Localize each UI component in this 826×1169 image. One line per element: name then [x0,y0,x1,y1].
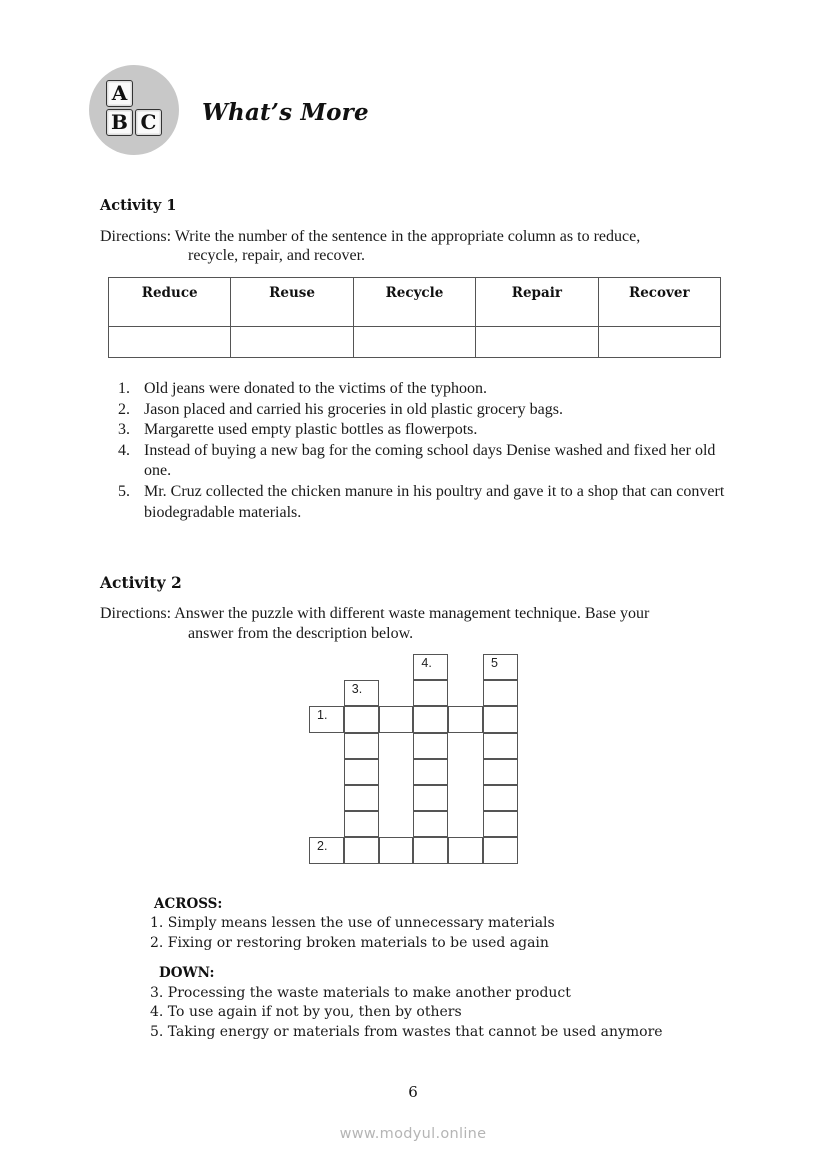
crossword-cell[interactable] [344,733,379,759]
across-clue-2: 2. Fixing or restoring broken materials to be used again [150,935,549,951]
crossword-clue-number: 1. [317,708,328,723]
list-item-number: 1. [118,380,130,397]
down-clue-5: 5. Taking energy or materials from wastes that cannot be used anymore [150,1024,663,1040]
crossword-cell[interactable] [483,811,518,837]
crossword-cell[interactable] [483,654,518,680]
abc-blocks-icon [89,65,179,155]
list-item [118,441,738,482]
page-number: 6 [408,1083,418,1101]
list-item-text: Old jeans were donated to the victims of the typhoon. [144,380,488,397]
across-clue-1: 1. Simply means lessen the use of unnecessary materials [150,915,555,931]
crossword-grid [309,654,518,864]
crossword-cell[interactable] [413,837,448,863]
crossword-clue-number: 3. [351,682,363,697]
list-item-text: Mr. Cruz collected the chicken manure in his poultry and gave it to a shop that can convert biodegradable materials. [144,482,725,521]
across-heading: ACROSS: [154,896,223,912]
down-clue-3: 3. Processing the waste materials to make another product [150,985,571,1001]
crossword-clue-number: 5 [491,656,498,670]
crossword-cell[interactable] [309,837,344,863]
column-repair: Repair [476,278,598,327]
column-reuse: Reuse [231,278,353,327]
crossword-cell[interactable] [309,706,344,732]
list-item-number: 5. [118,482,130,500]
column-recover: Recover [598,278,720,327]
list-item-number: 2. [118,400,130,418]
crossword-cell[interactable] [344,837,379,863]
crossword-cell[interactable] [344,811,379,837]
activity2-directions-line2: answer from the description below. [188,625,414,642]
block-c-icon: C [135,109,162,136]
block-b-icon: B [106,109,133,136]
crossword-cell[interactable] [413,706,448,732]
list-item [118,420,738,441]
activity2-directions-line1: Directions: Answer the puzzle with different waste management technique. Base your [100,605,650,622]
crossword-cell[interactable] [379,706,414,732]
list-item-text: Instead of buying a new bag for the coming school days Denise washed and fixed her old one. [144,441,716,480]
crossword-cell[interactable] [413,733,448,759]
list-item-number: 4. [118,441,130,459]
activity1-heading: Activity 1 [100,197,177,214]
crossword-cell[interactable] [483,706,518,732]
list-item-number: 3. [118,421,130,439]
list-item-text: Margarette used empty plastic bottles as flowerpots. [144,421,478,439]
list-item [118,379,738,400]
answer-cell-repair[interactable] [476,327,598,358]
crossword-cell[interactable] [413,654,448,680]
activity1-directions-line1: Directions: Write the number of the sentence in the appropriate column as to reduce, [100,228,641,245]
answer-cell-reduce[interactable] [109,327,231,358]
crossword-cell[interactable] [448,706,483,732]
down-clue-4: 4. To use again if not by you, then by others [150,1004,462,1020]
answer-table-header [109,278,721,327]
down-heading: DOWN: [159,965,215,981]
activity1-directions-line2: recycle, repair, and recover. [188,247,366,264]
crossword-clue-number: 4. [421,656,432,670]
crossword-cell[interactable] [483,759,518,785]
list-item [118,400,738,421]
crossword-cell[interactable] [483,837,518,863]
crossword-cell[interactable] [344,785,379,811]
crossword-clue-number: 2. [317,839,328,854]
crossword-cell[interactable] [344,759,379,785]
crossword-cell[interactable] [413,759,448,785]
section-title: What’s More [202,99,369,126]
answer-cell-recycle[interactable] [353,327,475,358]
answer-cell-reuse[interactable] [231,327,353,358]
activity2-heading: Activity 2 [100,573,182,592]
crossword-cell[interactable] [379,837,414,863]
answer-cell-recover[interactable] [598,327,720,358]
column-reduce: Reduce [109,278,231,327]
list-item-text: Jason placed and carried his groceries in old plastic grocery bags. [144,400,563,418]
list-item [118,482,738,523]
crossword-cell[interactable] [483,680,518,706]
answer-table-row [109,327,721,358]
crossword-cell[interactable] [413,785,448,811]
crossword-cell[interactable] [448,837,483,863]
sentence-list [118,379,738,523]
crossword-cell[interactable] [344,706,379,732]
crossword-cell[interactable] [413,680,448,706]
crossword-cell[interactable] [344,680,379,706]
crossword-cell[interactable] [483,733,518,759]
crossword-cell[interactable] [413,811,448,837]
watermark: www.modyul.online [339,1126,487,1142]
column-recycle: Recycle [353,278,475,327]
block-a-icon: A [106,80,133,107]
crossword-cell[interactable] [483,785,518,811]
answer-table [108,277,721,358]
